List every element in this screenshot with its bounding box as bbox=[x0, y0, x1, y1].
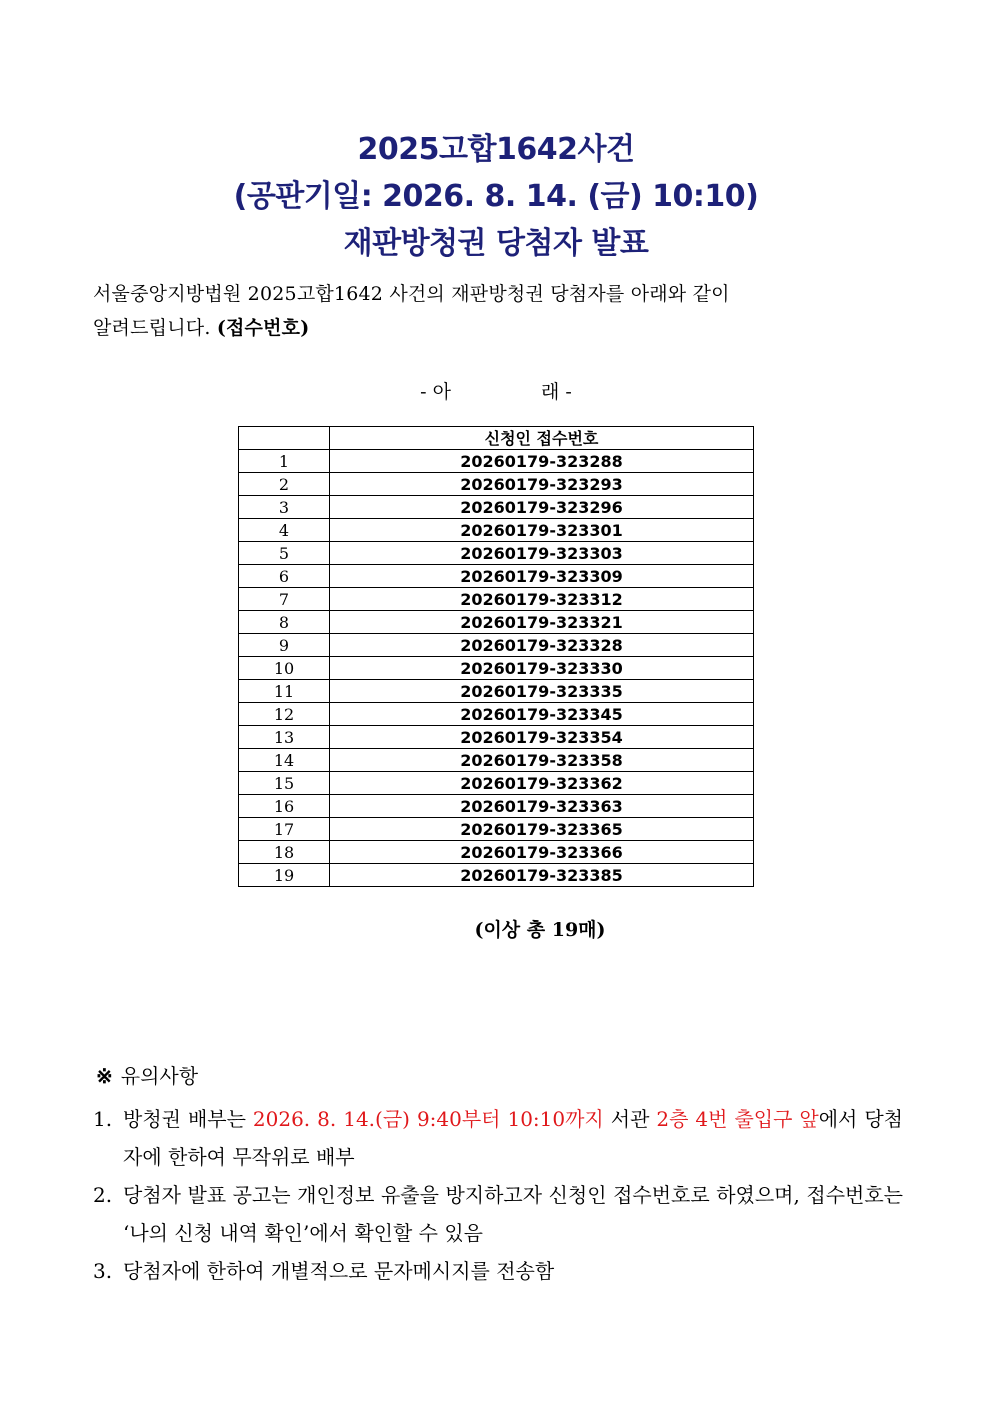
notice-item-number: 1. bbox=[93, 1107, 113, 1131]
title-case-number: 2025고합1642사건 bbox=[357, 132, 635, 167]
table-row bbox=[239, 634, 754, 657]
receipt-number: 20260179-323330 bbox=[330, 657, 754, 680]
notice-list bbox=[93, 1100, 903, 1290]
title-announcement: 재판방청권 당첨자 발표 bbox=[343, 226, 649, 261]
winners-table bbox=[238, 426, 754, 887]
receipt-number: 20260179-323328 bbox=[330, 634, 754, 657]
table-row bbox=[239, 588, 754, 611]
row-index: 1 bbox=[239, 450, 330, 473]
total-count: (이상 총 19매) bbox=[474, 919, 606, 941]
receipt-number: 20260179-323335 bbox=[330, 680, 754, 703]
distribution-time: 2026. 8. 14.(금) 9:40부터 10:10까지 bbox=[252, 1107, 604, 1131]
receipt-number: 20260179-323296 bbox=[330, 496, 754, 519]
receipt-number: 20260179-323321 bbox=[330, 611, 754, 634]
notice-item bbox=[93, 1100, 903, 1176]
header-index bbox=[239, 427, 330, 450]
title-hearing-date: (공판기일: 2026. 8. 14. (금) 10:10) bbox=[233, 179, 759, 214]
receipt-number: 20260179-323288 bbox=[330, 450, 754, 473]
reference-mark-icon: ※ bbox=[96, 1064, 113, 1088]
row-index: 10 bbox=[239, 657, 330, 680]
receipt-number: 20260179-323293 bbox=[330, 473, 754, 496]
receipt-number: 20260179-323362 bbox=[330, 772, 754, 795]
intro-line-2 bbox=[93, 311, 893, 345]
table-row bbox=[239, 657, 754, 680]
receipt-number: 20260179-323358 bbox=[330, 749, 754, 772]
winners-table-body bbox=[239, 450, 754, 887]
row-index: 14 bbox=[239, 749, 330, 772]
intro-line-2-bold: (접수번호) bbox=[216, 317, 310, 339]
table-row bbox=[239, 450, 754, 473]
table-row bbox=[239, 726, 754, 749]
receipt-number: 20260179-323385 bbox=[330, 864, 754, 887]
receipt-number: 20260179-323363 bbox=[330, 795, 754, 818]
row-index: 5 bbox=[239, 542, 330, 565]
row-index: 6 bbox=[239, 565, 330, 588]
table-row bbox=[239, 473, 754, 496]
notice-item bbox=[93, 1176, 903, 1252]
row-index: 12 bbox=[239, 703, 330, 726]
table-row bbox=[239, 519, 754, 542]
row-index: 11 bbox=[239, 680, 330, 703]
intro-paragraph bbox=[93, 277, 893, 345]
receipt-number: 20260179-323301 bbox=[330, 519, 754, 542]
table-row bbox=[239, 795, 754, 818]
notice-heading-text: 유의사항 bbox=[120, 1064, 199, 1088]
notice-text: 에서 당첨자에 한하여 무작위로 배부 bbox=[123, 1107, 904, 1169]
table-row bbox=[239, 565, 754, 588]
row-index: 13 bbox=[239, 726, 330, 749]
notice-item-number: 2. bbox=[93, 1183, 113, 1207]
notice-text: 서관 bbox=[603, 1107, 657, 1131]
table-row bbox=[239, 864, 754, 887]
row-index: 8 bbox=[239, 611, 330, 634]
row-index: 18 bbox=[239, 841, 330, 864]
receipt-number: 20260179-323309 bbox=[330, 565, 754, 588]
notice-text: 당첨자에 한하여 개별적으로 문자메시지를 전송함 bbox=[123, 1259, 555, 1283]
notice-text: 당첨자 발표 공고는 개인정보 유출을 방지하고자 신청인 접수번호로 하였으며, 접수번호는 ‘나의 신청 내역 확인’에서 확인할 수 있음 bbox=[123, 1183, 903, 1245]
row-index: 4 bbox=[239, 519, 330, 542]
table-row bbox=[239, 496, 754, 519]
row-index: 9 bbox=[239, 634, 330, 657]
receipt-number: 20260179-323354 bbox=[330, 726, 754, 749]
row-index: 17 bbox=[239, 818, 330, 841]
table-header-row bbox=[239, 427, 754, 450]
notice-text: 방청권 배부는 bbox=[123, 1107, 253, 1131]
row-index: 7 bbox=[239, 588, 330, 611]
receipt-number: 20260179-323366 bbox=[330, 841, 754, 864]
row-index: 16 bbox=[239, 795, 330, 818]
receipt-number: 20260179-323365 bbox=[330, 818, 754, 841]
table-row bbox=[239, 542, 754, 565]
distribution-location: 2층 4번 출입구 앞 bbox=[656, 1107, 819, 1131]
row-index: 19 bbox=[239, 864, 330, 887]
notice-heading bbox=[96, 1060, 198, 1089]
separator-right: 래 - bbox=[541, 381, 572, 403]
header-receipt-number: 신청인 접수번호 bbox=[330, 427, 754, 450]
table-row bbox=[239, 772, 754, 795]
notice-item bbox=[93, 1252, 903, 1290]
intro-line-2-text: 알려드립니다. bbox=[93, 317, 217, 339]
table-row bbox=[239, 611, 754, 634]
notice-item-number: 3. bbox=[93, 1259, 113, 1283]
row-index: 2 bbox=[239, 473, 330, 496]
receipt-number: 20260179-323312 bbox=[330, 588, 754, 611]
intro-line-1: 서울중앙지방법원 2025고합1642 사건의 재판방청권 당첨자를 아래와 같이 bbox=[93, 283, 730, 305]
separator-left: - 아 bbox=[420, 381, 451, 403]
table-row bbox=[239, 841, 754, 864]
row-index: 3 bbox=[239, 496, 330, 519]
receipt-number: 20260179-323303 bbox=[330, 542, 754, 565]
table-row bbox=[239, 749, 754, 772]
table-row bbox=[239, 818, 754, 841]
table-row bbox=[239, 703, 754, 726]
section-separator bbox=[0, 377, 992, 404]
receipt-number: 20260179-323345 bbox=[330, 703, 754, 726]
row-index: 15 bbox=[239, 772, 330, 795]
table-row bbox=[239, 680, 754, 703]
